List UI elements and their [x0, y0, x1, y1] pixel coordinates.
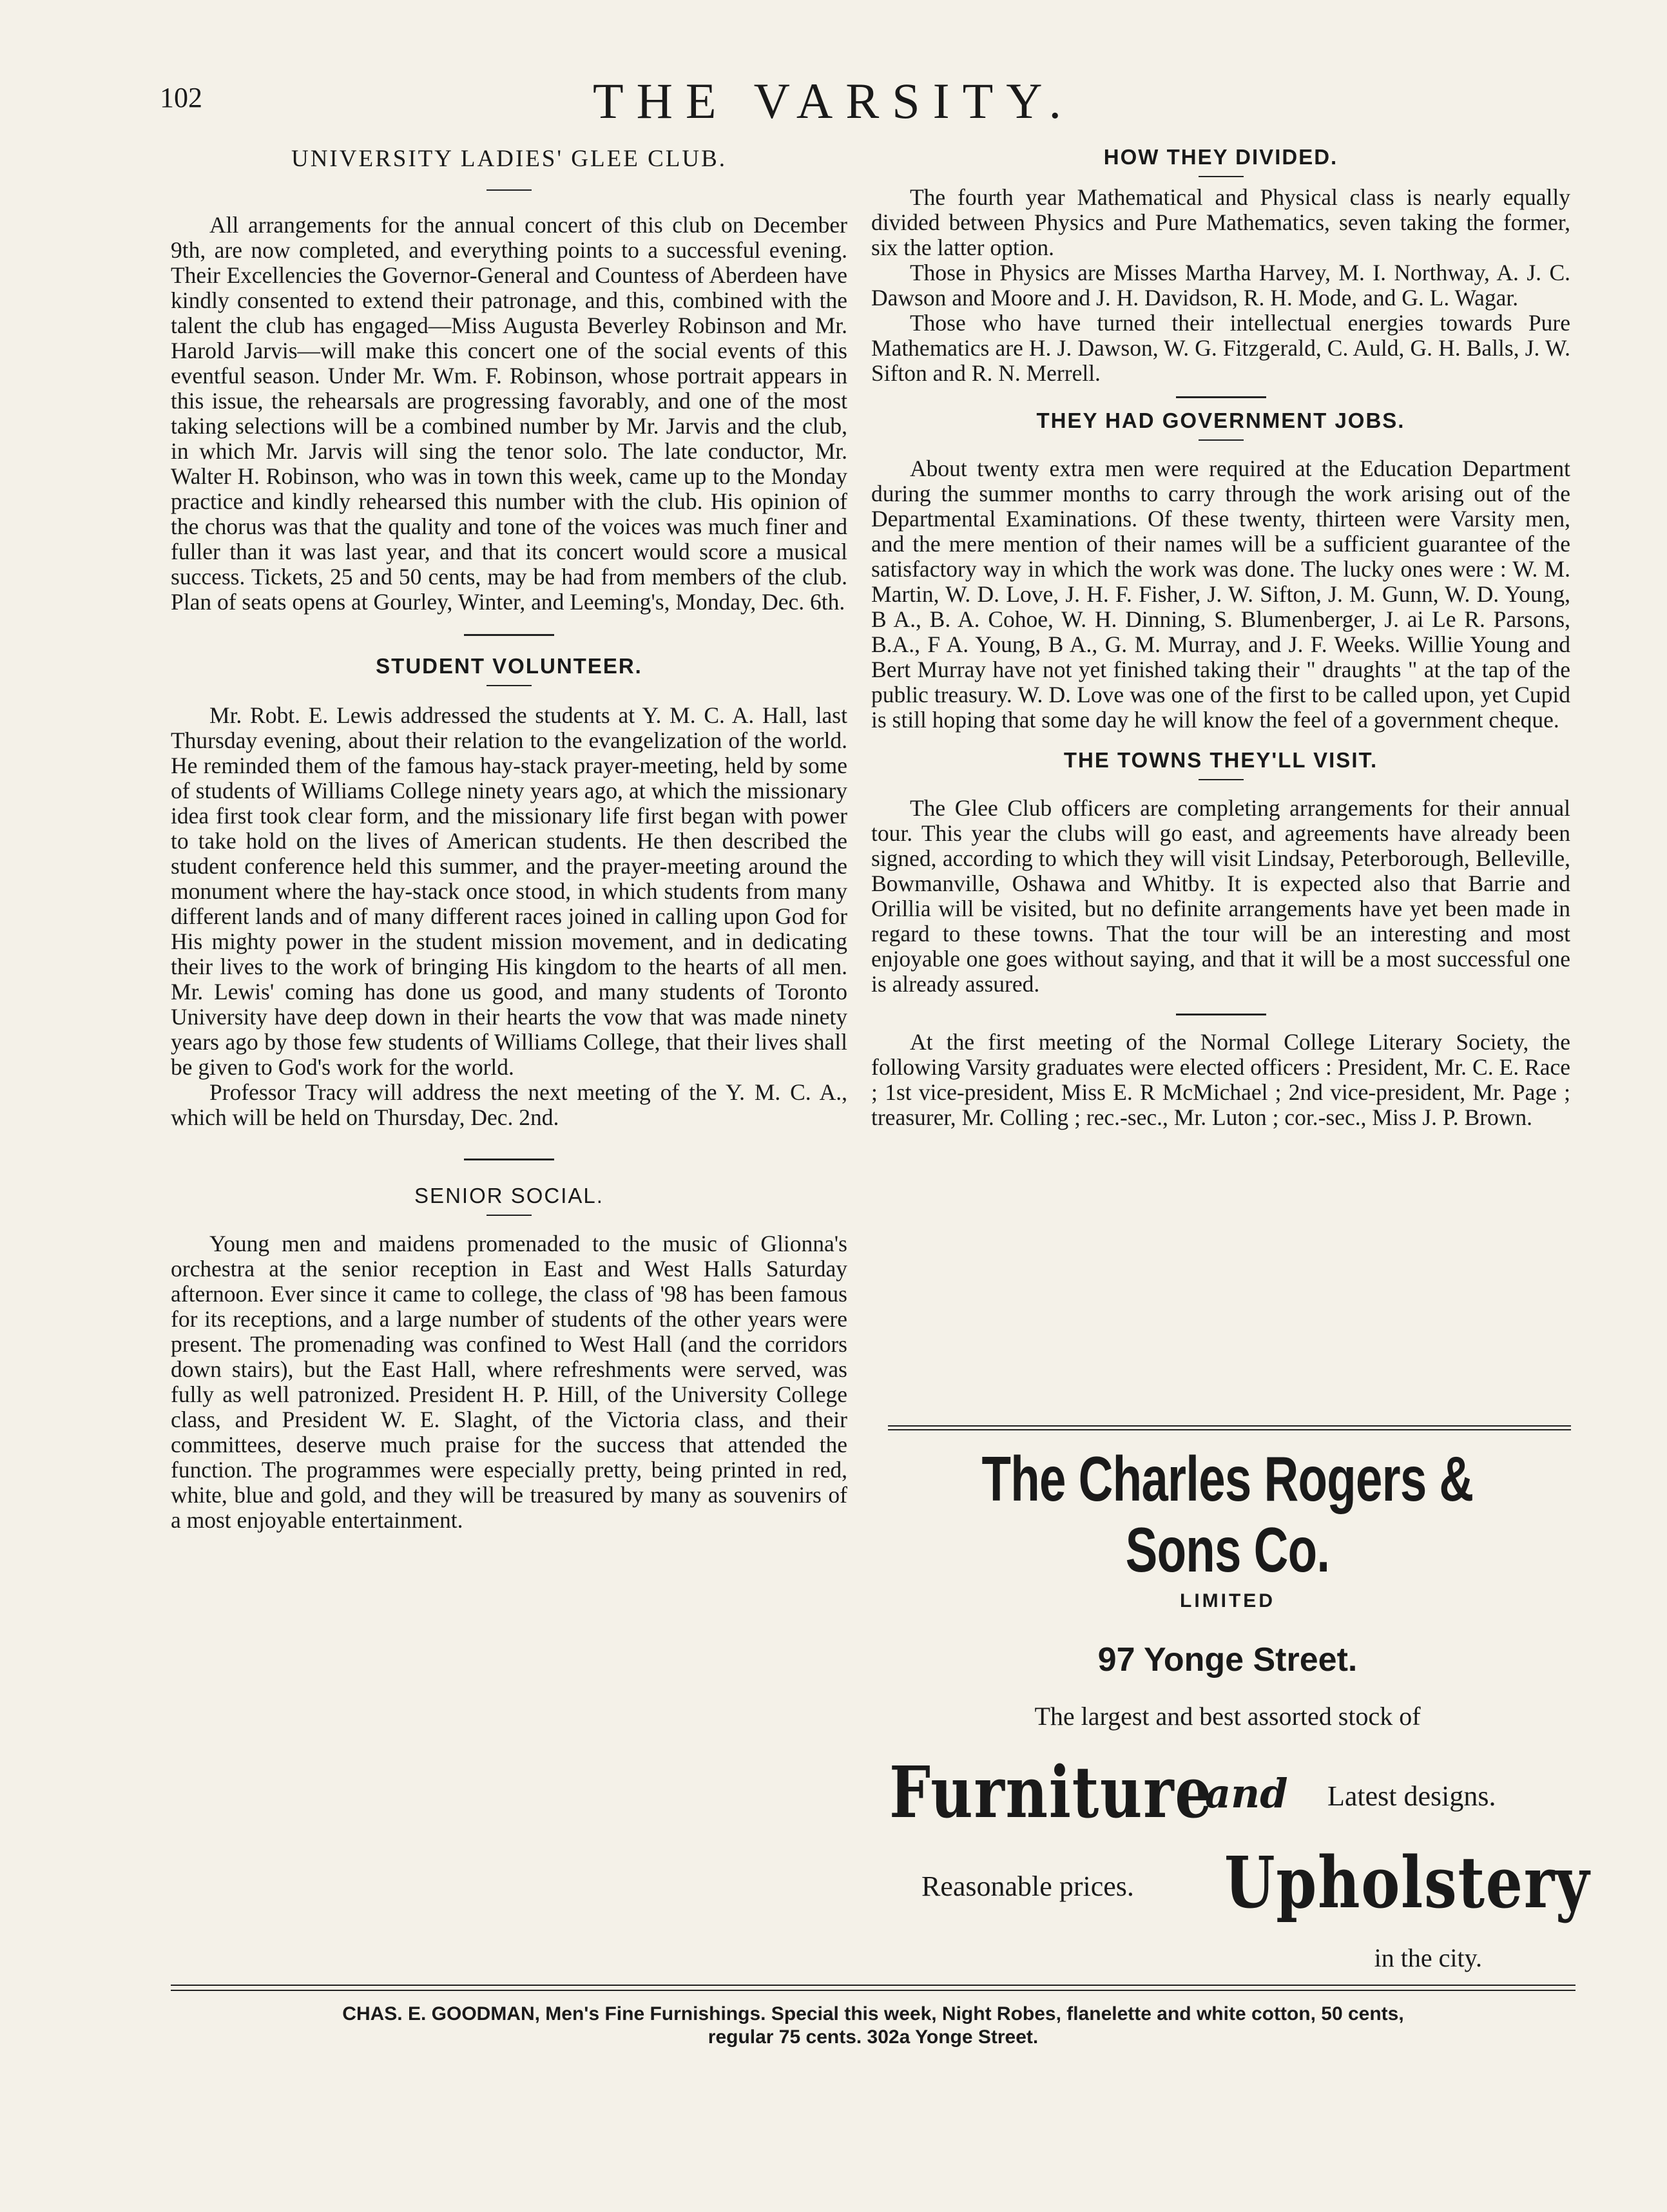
- ad-divider-bottom: [888, 1429, 1571, 1430]
- short-rule: [487, 1215, 532, 1216]
- article-paragraph: Those in Physics are Misses Martha Harvey, M. I. Northway, A. J. C. Dawson and Moore and J. H. Davidson, R. H. Mode, and G. L. Wagar.: [871, 260, 1570, 311]
- ad-and-word: and: [1205, 1770, 1288, 1817]
- advertisement: [876, 1443, 1590, 1973]
- short-rule: [1199, 439, 1244, 441]
- article-heading: HOW THEY DIVIDED.: [1103, 145, 1338, 169]
- article-senior-social: [171, 1184, 847, 1533]
- ad-upholstery-word: Upholstery: [1224, 1841, 1590, 1924]
- left-column: [171, 145, 847, 1533]
- article-heading: THE TOWNS THEY'LL VISIT.: [1063, 748, 1378, 772]
- footer-advertisement: [171, 2003, 1575, 2049]
- article-paragraph: Young men and maidens promenaded to the music of Glionna's orchestra at the senior reception in East and West Halls Saturday afternoon. Ever since it came to college, the class of '98 has been famous for its receptions, and a large number of students of the other years were present. The promenading was confined to West Hall (and the corridors down stairs), but the East Hall, where refreshments were served, was fully as well patronized. President H. P. Hill, of the University College class, and President W. E. Slaght, of the Victoria class, and their committees, deserve much praise for the success that attended the function. The programmes were especially pretty, being printed in red, white, blue and gold, and they will be treasured by many as souvenirs of a most enjoyable entertainment.: [171, 1231, 847, 1533]
- ad-latest-designs: Latest designs.: [1327, 1780, 1496, 1812]
- article-glee-club: [171, 145, 847, 615]
- ad-company-name: The Charles Rogers & Sons Co.: [981, 1443, 1474, 1585]
- article-student-volunteer: [171, 654, 847, 1130]
- article-heading: SENIOR SOCIAL.: [414, 1184, 604, 1207]
- ad-in-the-city: in the city.: [1374, 1943, 1482, 1972]
- article-paragraph: The Glee Club officers are completing arrangements for their annual tour. This year the clubs will go east, and agreements have already been signed, according to which they will visit Lindsay, Peterborough, Belleville, Bowmanville, Oshawa and Whitby. It is expected also that Barrie and Orillia will be visited, but no definite arrangements have yet been made in regard to these towns. That the tour will be an interesting and most enjoyable one goes without saying, and that it will be a most successful one is already assured.: [871, 795, 1570, 997]
- ad-reasonable-prices: Reasonable prices.: [921, 1871, 1134, 1902]
- ad-address: 97 Yonge Street.: [1097, 1641, 1358, 1678]
- short-rule: [487, 189, 532, 191]
- article-heading: UNIVERSITY LADIES' GLEE CLUB.: [291, 146, 728, 172]
- right-column: [871, 145, 1570, 1130]
- article-how-they-divided: [871, 145, 1570, 386]
- masthead-title: THE VARSITY.: [592, 73, 1075, 129]
- section-divider: [1176, 396, 1266, 398]
- article-towns-they-visit: [871, 748, 1570, 997]
- article-heading: THEY HAD GOVERNMENT JOBS.: [1036, 409, 1405, 432]
- article-paragraph: About twenty extra men were required at the Education Department during the summer months to carry through the work arising out of the Departmental Examinations. Of these twenty, thirteen were Varsity men, and the mere mention of their names will be a sufficient guarantee of the satisfactory way in which the work was done. The lucky ones were : W. M. Martin, W. D. Love, J. H. F. Fisher, J. W. Sifton, J. M. Gunn, W. D. Young, B A., B. A. Cohoe, W. H. Dinning, S. Blumenberger, J. ai Le R. Parsons, B.A., F A. Young, B A., G. M. Murray, and J. F. Weeks. Willie Young and Bert Murray have not yet finished taking their " draughts " at the tap of the public treasury. W. D. Love was one of the first to be called upon, yet Cupid is still hoping that some day he will know the feel of a government cheque.: [871, 456, 1570, 733]
- article-paragraph: Mr. Robt. E. Lewis addressed the students at Y. M. C. A. Hall, last Thursday evening, about their relation to the evangelization of the world. He reminded them of the famous hay-stack prayer-meeting, held by some of students of Williams College ninety years ago, at which the missionary idea first took clear form, and the missionary life first began with power to take hold on the lives of American students. He then described the student conference held this summer, and the prayer-meeting around the monument where the hay-stack once stood, in which students from many different lands and of many different races joined in calling upon God for His mighty power in the student mission movement, and in dedicating their lives to the work of bringing His kingdom to the hearts of all men. Mr. Lewis' coming has done us good, and many students of Toronto University have deep down in their hearts the vow that was made ninety years ago by those few students of Williams College, that their lives shall be given to God's work for the world.: [171, 702, 847, 1080]
- ad-furniture-word: Furniture: [889, 1751, 1213, 1834]
- article-paragraph: Those who have turned their intellectual energies towards Pure Mathematics are H. J. Dawson, W. G. Fitzgerald, C. Auld, G. H. Balls, J. W. Sifton and R. N. Merrell.: [871, 310, 1570, 386]
- footer-line: CHAS. E. GOODMAN, Men's Fine Furnishings. Special this week, Night Robes, flanelette and white cotton, 50 cents,: [342, 2003, 1404, 2024]
- footer-rule: [171, 1990, 1575, 1991]
- ad-row-furniture: [876, 1744, 1579, 1841]
- article-heading: STUDENT VOLUNTEER.: [376, 654, 642, 678]
- article-paragraph: Professor Tracy will address the next meeting of the Y. M. C. A., which will be held on Thursday, Dec. 2nd.: [171, 1079, 847, 1130]
- ad-limited: LIMITED: [1180, 1590, 1275, 1611]
- article-paragraph: All arrangements for the annual concert of this club on December 9th, are now completed, and everything points to a successful evening. Their Excellencies the Governor-General and Countess of Aberdeen have kindly consented to extend their patronage, and this, combined with the talent the club has engaged—Miss Augusta Beverley Robinson and Mr. Harold Jarvis—will make this concert one of the social events of this eventful season. Under Mr. Wm. F. Robinson, whose portrait appears in this issue, the rehearsals are progressing favorably, and one of the most taking selections will be a combined number by Mr. Jarvis and the club, in which Mr. Jarvis will sing the tenor solo. The late conductor, Mr. Walter H. Robinson, who was in town this week, came up to the Monday practice and kindly rehearsed this number with the club. His opinion of the chorus was that the quality and tone of the voices was much finer and fuller than it was last year, and that its concert would score a musical success. Tickets, 25 and 50 cents, may be had from members of the club. Plan of seats opens at Gourley, Winter, and Leeming's, Monday, Dec. 6th.: [171, 212, 847, 615]
- short-rule: [1199, 779, 1244, 780]
- ad-stock-line: The largest and best assorted stock of: [1034, 1702, 1421, 1731]
- article-paragraph: The fourth year Mathematical and Physical class is nearly equally divided between Physics and Pure Mathematics, seven taking the former, six the latter option.: [871, 184, 1570, 260]
- footer-line: regular 75 cents. 302a Yonge Street.: [708, 2026, 1039, 2048]
- article-government-jobs: [871, 409, 1570, 733]
- section-divider: [464, 1159, 554, 1160]
- section-divider: [1176, 1014, 1266, 1015]
- ad-divider-top: [888, 1425, 1571, 1427]
- short-rule: [1199, 176, 1244, 177]
- section-divider: [464, 634, 554, 636]
- article-normal-college: [871, 1030, 1570, 1130]
- ad-row-upholstery: [876, 1841, 1590, 1938]
- page-number: 102: [160, 82, 202, 113]
- footer-rule: [171, 1985, 1575, 1986]
- article-paragraph: At the first meeting of the Normal College Literary Society, the following Varsity graduates were elected officers : President, Mr. C. E. Race ; 1st vice-president, Miss E. R McMichael ; 2nd vice-president, Mr. Page ; treasurer, Mr. Colling ; rec.-sec., Mr. Luton ; cor.-sec., Miss J. P. Brown.: [871, 1029, 1570, 1130]
- short-rule: [487, 685, 532, 686]
